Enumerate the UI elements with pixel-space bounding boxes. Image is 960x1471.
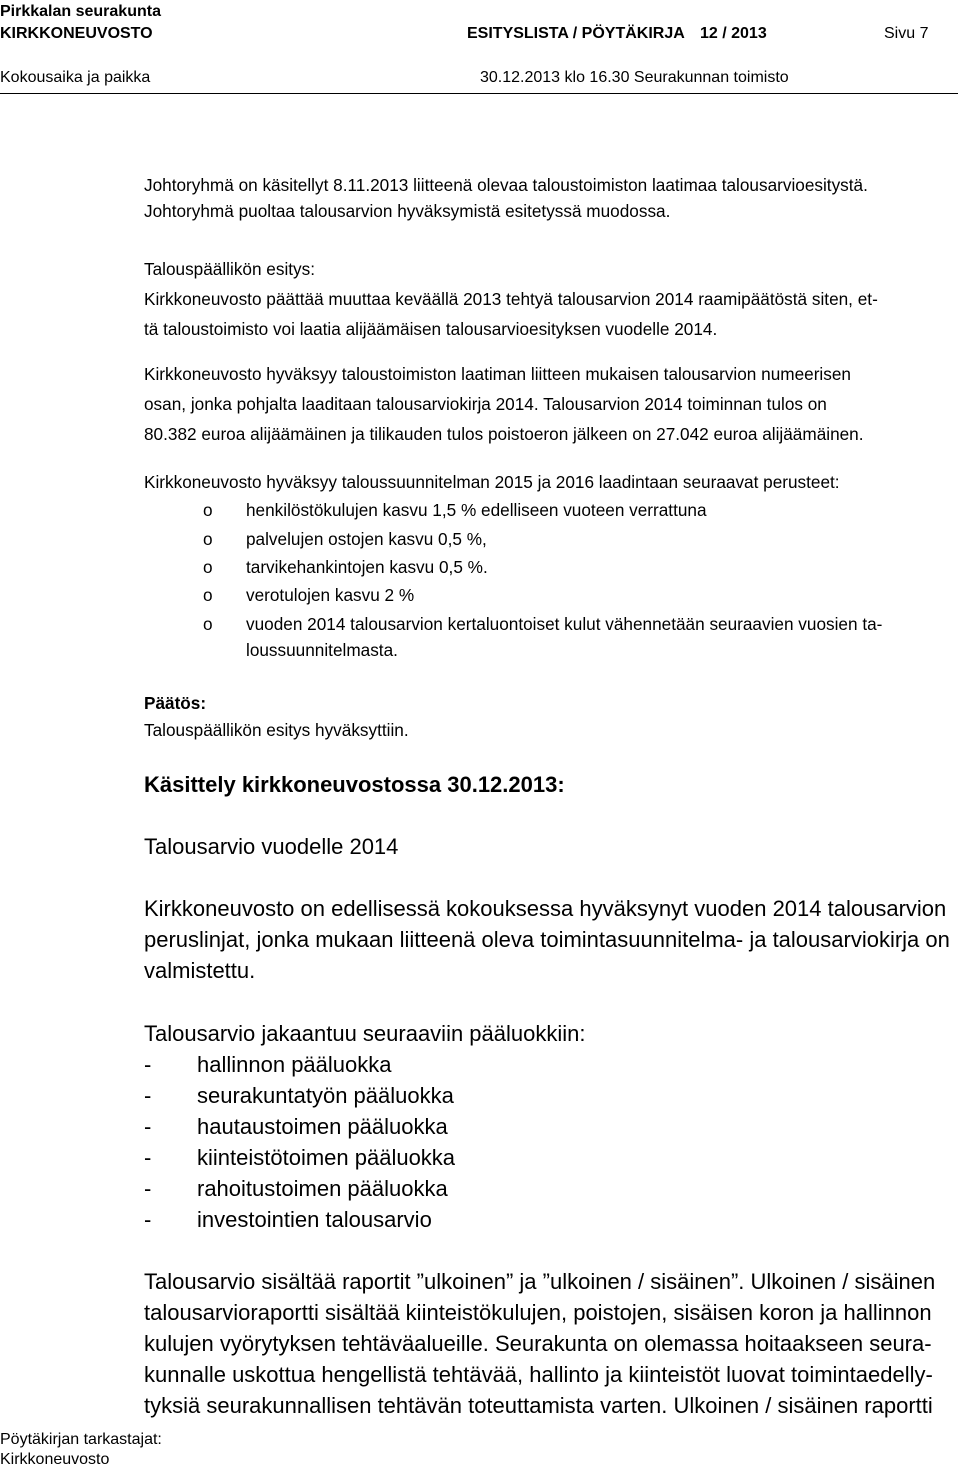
meeting-p1-line: Kirkkoneuvosto on edellisessä kokouksessa hyväksynyt vuoden 2014 talousarvion <box>144 896 947 921</box>
proposal-p2-line: Kirkkoneuvosto hyväksyy taloustoimiston laatiman liitteen mukaisen talousarvion numeerisen <box>144 364 851 384</box>
intro-line: Johtoryhmä on käsitellyt 8.11.2013 liitteenä olevaa taloustoimiston laatimaa talousarvioesitystä. <box>144 175 868 195</box>
list-intro: Talousarvio jakaantuu seuraaviin pääluokkiin: <box>144 1021 586 1046</box>
dash-marker: - <box>144 1083 152 1108</box>
list-item: hautaustoimen pääluokka <box>197 1114 448 1139</box>
meeting-heading: Käsittely kirkkoneuvostossa 30.12.2013: <box>144 772 565 797</box>
dash-marker: - <box>144 1145 152 1170</box>
meeting-p2-line: talousarvioraportti sisältää kiinteistökulujen, poistojen, sisäisen koron ja hallinnon <box>144 1300 932 1325</box>
proposal-section <box>144 254 878 344</box>
meeting-subheading: Talousarvio vuodelle 2014 <box>144 834 399 859</box>
proposal-p2-line: osan, jonka pohjalta laaditaan talousarviokirja 2014. Talousarvion 2014 toiminnan tulos on <box>144 394 827 414</box>
bullet-item: palvelujen ostojen kasvu 0,5 %, <box>246 529 487 549</box>
time-place-label: Kokousaika ja paikka <box>0 69 151 86</box>
body-name: KIRKKONEUVOSTO <box>0 25 153 42</box>
dash-marker: - <box>144 1052 152 1077</box>
list-item: investointien talousarvio <box>197 1207 432 1232</box>
bullet-item-continuation: loussuunnitelmasta. <box>246 640 398 660</box>
meeting-p2-line: kulujen vyörytyksen tehtäväalueille. Seurakunta on olemassa hoitaakseen seura- <box>144 1331 932 1356</box>
meeting-number: 12 / 2013 <box>700 25 767 42</box>
bullet-item: verotulojen kasvu 2 % <box>246 585 415 605</box>
decision-text: Talouspäällikön esitys hyväksyttiin. <box>144 720 409 740</box>
meeting-p2-line: kunnalle uskottua hengellistä tehtävää, hallinto ja kiinteistöt luovat toimintaedelly- <box>144 1362 933 1387</box>
footer-label: Pöytäkirjan tarkastajat: <box>0 1431 162 1448</box>
intro-paragraph <box>144 170 868 226</box>
proposal-p2-line: 80.382 euroa alijäämäinen ja tilikauden tulos poistoeron jälkeen on 27.042 euroa alijäämäinen. <box>144 424 864 444</box>
list-item: kiinteistötoimen pääluokka <box>197 1145 456 1170</box>
bullet-item: tarvikehankintojen kasvu 0,5 %. <box>246 557 488 577</box>
page-number: Sivu 7 <box>884 25 929 42</box>
header-divider <box>0 93 958 94</box>
meeting-p2-line: tyksiä seurakunnallisen tehtävän toteuttamista varten. Ulkoinen / sisäinen raportti <box>144 1393 933 1418</box>
bullet-item: henkilöstökulujen kasvu 1,5 % edelliseen vuoteen verrattuna <box>246 500 707 520</box>
bullet-marker: o <box>203 585 213 605</box>
decision-label: Päätös: <box>144 693 207 713</box>
intro-line: Johtoryhmä puoltaa talousarvion hyväksymistä esitetyssä muodossa. <box>144 201 671 221</box>
meeting-p2-line: Talousarvio sisältää raportit ”ulkoinen” ja ”ulkoinen / sisäinen”. Ulkoinen / sisäinen <box>144 1269 936 1294</box>
proposal-p3-intro: Kirkkoneuvosto hyväksyy taloussuunnitelman 2015 ja 2016 laadintaan seuraavat perusteet: <box>144 472 840 492</box>
meeting-p1-line: valmistettu. <box>144 958 256 983</box>
bullet-item: vuoden 2014 talousarvion kertaluontoiset kulut vähennetään seuraavien vuosien ta- <box>246 614 883 634</box>
org-name: Pirkkalan seurakunta <box>0 3 161 20</box>
dash-marker: - <box>144 1114 152 1139</box>
meeting-p1 <box>144 893 950 986</box>
list-item: rahoitustoimen pääluokka <box>197 1176 448 1201</box>
bullet-marker: o <box>203 500 213 520</box>
dash-marker: - <box>144 1207 152 1232</box>
list-item: hallinnon pääluokka <box>197 1052 392 1077</box>
proposal-p1-line: Kirkkoneuvosto päättää muuttaa keväällä 2013 tehtyä talousarvion 2014 raamipäätöstä siten, et- <box>144 289 878 309</box>
meeting-p1-line: peruslinjat, jonka mukaan liitteenä oleva toimintasuunnitelma- ja talousarviokirja on <box>144 927 950 952</box>
time-place-value: 30.12.2013 klo 16.30 Seurakunnan toimisto <box>480 69 789 86</box>
footer-value: Kirkkoneuvosto <box>0 1451 110 1468</box>
bullet-marker: o <box>203 557 213 577</box>
meeting-p2 <box>144 1266 935 1421</box>
bullet-marker: o <box>203 529 213 549</box>
proposal-heading: Talouspäällikön esitys: <box>144 259 316 279</box>
list-item: seurakuntatyön pääluokka <box>197 1083 454 1108</box>
doc-type: ESITYSLISTA / PÖYTÄKIRJA <box>467 25 685 42</box>
proposal-p2 <box>144 359 864 449</box>
dash-marker: - <box>144 1176 152 1201</box>
proposal-p1-line: tä taloustoimisto voi laatia alijäämäisen talousarvioesityksen vuodelle 2014. <box>144 319 718 339</box>
bullet-marker: o <box>203 614 213 634</box>
